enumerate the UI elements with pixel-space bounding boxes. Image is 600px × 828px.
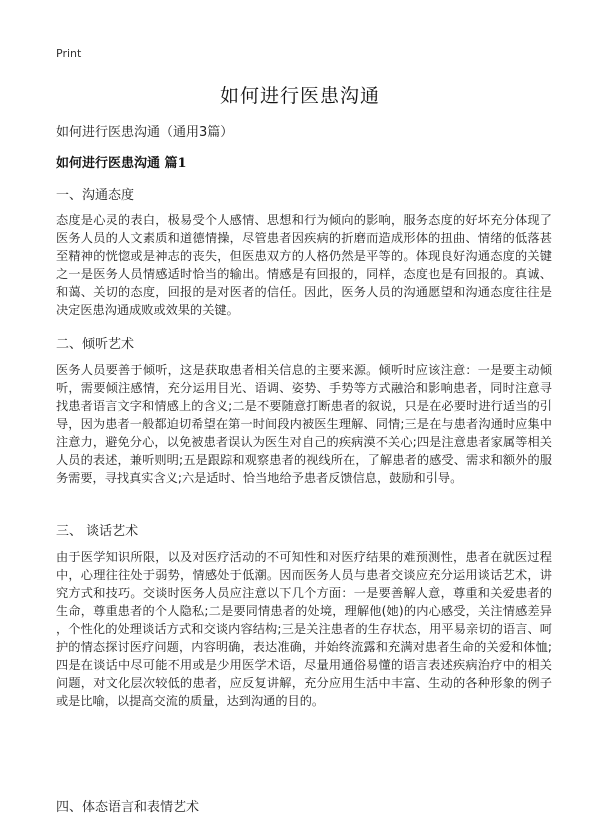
section-heading-attitude: 一、沟通态度 <box>56 188 135 203</box>
document-title: 如何进行医患沟通 <box>219 85 380 107</box>
print-label[interactable]: Print <box>56 47 82 60</box>
section-body-talking: 由于医学知识所限，以及对医疗活动的不可知性和对医疗结果的难预测性，患者在就医过程中，心理往往处于弱势，情感处于低潮。因而医务人员与患者交谈应充分运用谈话艺术，讲究方式和技巧。交谈时医务人员应注意以下几个方面：一是要善解人意，尊重和关爱患者的生命，尊重患者的个人隐私;二是要同情患者的处境，理解他(她)的内心感受，关注情感差异，个性化的处理谈话方式和交谈内容结构;三是关注患者的生存状态，用平易亲切的语言、呵护的情态探讨医疗问题，内容明确，表达准确，并始终流露和充满对患者生命的关爱和体恤;四是在谈话中尽可能不用或是少用医学术语，尽量用通俗易懂的语言表述疾病治疗中的相关问题，对文化层次较低的患者，应反复讲解，充分应用生活中丰富、生动的各种形象的例子或是比喻，以提高交流的质量，达到沟通的目的。 <box>56 550 552 708</box>
section-heading-talking: 三、 谈话艺术 <box>56 524 139 539</box>
chapter-title: 如何进行医患沟通 篇1 <box>56 156 187 171</box>
section-body-listening: 医务人员要善于倾听，这是获取患者相关信息的主要来源。倾听时应该注意：一是要主动倾听，需要倾注感情，充分运用目光、语调、姿势、手势等方式融洽和影响患者，同时注意寻找患者语言文字和情感上的含义;二是不要随意打断患者的叙说，只是在必要时进行适当的引导，因为患者一般都迫切希望在第一时间段内被医生理解、同情;三是在与患者沟通时应集中注意力，避免分心，以免被患者误认为医生对自己的疾病漠不关心;四是注意患者家属等相关人员的表述，兼听则明;五是跟踪和观察患者的视线所在，了解患者的感受、需求和额外的服务需要，寻找真实含义;六是适时、恰当地给予患者反馈信息，鼓励和引导。 <box>56 363 552 485</box>
section-heading-body-language: 四、体态语言和表情艺术 <box>56 800 200 815</box>
section-heading-listening: 二、倾听艺术 <box>56 337 135 352</box>
section-body-attitude: 态度是心灵的表白，极易受个人感情、思想和行为倾向的影响，服务态度的好坏充分体现了医务人员的人文素质和道德情操，尽管患者因疾病的折磨而造成形体的扭曲、情绪的低落甚至精神的恍惚或是神志的丧失，但医患双方的人格仍然是平等的。体现良好沟通态度的关键之一是医务人员情感适时恰当的输出。情感是有回报的，同样，态度也是有回报的。真诚、和蔼、关切的态度，回报的是对医者的信任。因此，医务人员的沟通愿望和沟通态度往往是决定医患沟通成败或效果的关键。 <box>56 213 552 317</box>
document-subtitle: 如何进行医患沟通（通用3篇） <box>56 125 234 140</box>
